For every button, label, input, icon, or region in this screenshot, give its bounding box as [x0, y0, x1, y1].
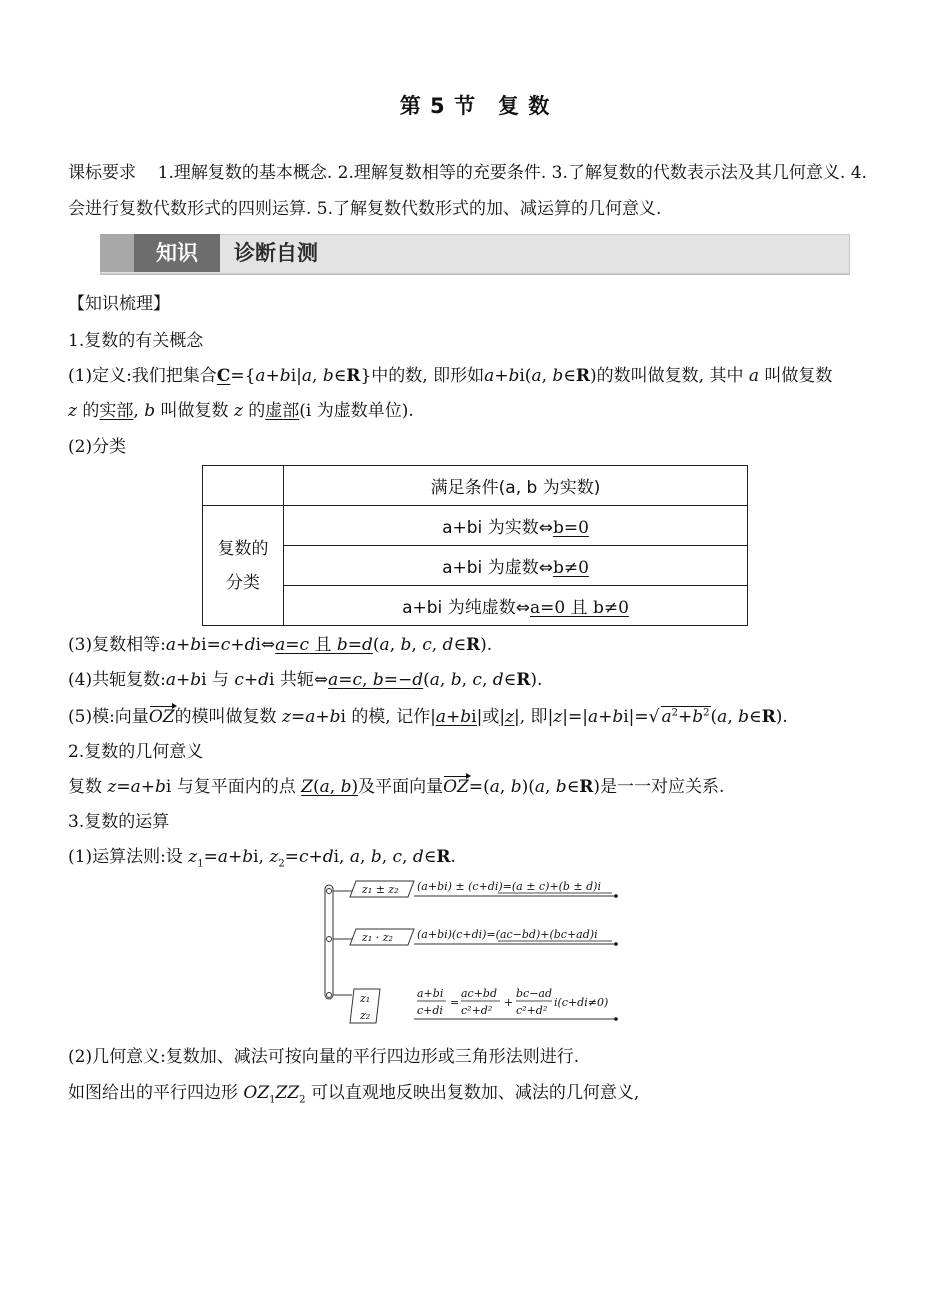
operations-diagram [322, 873, 622, 1028]
equality-line: (3)复数相等:a+bi=c+di⇔a=c 且 b=d(a, b, c, d∈R). [68, 635, 493, 655]
requirements-label: 课标要求 [68, 163, 136, 183]
div-rhs1-num: ac+bd [461, 987, 498, 1000]
operation-rules-line: (1)运算法则:设 $z_1=a+bi$, $z_2=c+di$, a, b, c, d∈R. [68, 847, 456, 870]
div-lhs-num: a+bi [417, 987, 444, 1000]
add-formula: (a+bi) ± (c+di)=(a ± c)+(b ± d)i [417, 880, 601, 893]
div-rhs2-num: bc−ad [516, 987, 553, 1000]
curriculum-requirements [68, 155, 880, 227]
banner-tag: 知识 [134, 234, 220, 272]
div-rhs2-den: c²+d² [516, 1004, 548, 1017]
section-banner [100, 234, 850, 276]
div-lhs-den: c+di [417, 1004, 443, 1017]
div-label-num: z₁ [360, 992, 371, 1005]
classification-table [202, 465, 748, 626]
table-row: a+bi 为纯虚数⇔a=0 且 b≠0 [284, 586, 748, 626]
modulus-line: (5)模:向量OZ的模叫做复数 z=a+bi 的模, 记作|a+bi|或|z|, 即|z|=|a+bi|=√ $a^2+b^2(a$, b∈R). [68, 707, 788, 727]
requirements-text: 1.理解复数的基本概念. 2.理解复数相等的充要条件. 3.了解复数的代数表示法及其几何意义. 4.会进行复数代数形式的四则运算. 5.了解复数代数形式的加、减运算的几何意义. [68, 163, 867, 219]
table-row: a+bi 为实数⇔b=0 [284, 506, 748, 546]
page-title: 第 5 节 复 数 [399, 94, 551, 118]
svg-text:=: = [450, 996, 460, 1009]
div-tail: i(c+di≠0) [554, 996, 609, 1009]
definition-line-1: (1)定义:我们把集合C={a+bi|a, b∈R}中的数, 即形如a+bi(a, b∈R)的数叫做复数, 其中 a 叫做复数 [68, 366, 833, 386]
geometry-line: 复数 z=a+bi 与复平面内的点 Z(a, b)及平面向量OZ=(a, b)(a, b∈R)是一一对应关系. [68, 777, 725, 797]
banner-subtitle: 诊断自测 [234, 241, 318, 265]
div-rhs1-den: c²+d² [461, 1004, 493, 1017]
table-header: 满足条件(a, b 为实数) [284, 466, 748, 506]
geometric-meaning-line: (2)几何意义:复数加、减法可按向量的平行四边形或三角形法则进行. [68, 1047, 580, 1067]
div-label-den: z₂ [360, 1009, 371, 1022]
section-3-heading: 3.复数的运算 [68, 812, 170, 832]
definition-line-2: z 的实部, b 叫做复数 z 的虚部(i 为虚数单位). [68, 401, 414, 421]
table-row: a+bi 为虚数⇔b≠0 [284, 546, 748, 586]
classification-heading: (2)分类 [68, 437, 127, 457]
section-2-heading: 2.复数的几何意义 [68, 742, 204, 762]
mul-formula: (a+bi)(c+di)=(ac−bd)+(bc+ad)i [417, 928, 598, 941]
mul-label: z₁ · z₂ [362, 931, 393, 944]
add-label: z₁ ± z₂ [362, 883, 399, 896]
parallelogram-line: 如图给出的平行四边形 $OZ_1ZZ_2$ 可以直观地反映出复数加、减法的几何意义, [68, 1083, 640, 1106]
review-heading: 【知识梳理】 [68, 294, 170, 314]
section-1-heading: 1.复数的有关概念 [68, 331, 204, 351]
imag-part-term: 虚部 [265, 401, 300, 421]
conjugate-line: (4)共轭复数:a+bi 与 c+di 共轭⇔a=c, b=−d(a, b, c, d∈R). [68, 670, 543, 690]
table-row-label: 复数的 分类 [203, 506, 284, 626]
svg-text:+: + [504, 996, 514, 1009]
real-part-term: 实部 [99, 401, 134, 421]
